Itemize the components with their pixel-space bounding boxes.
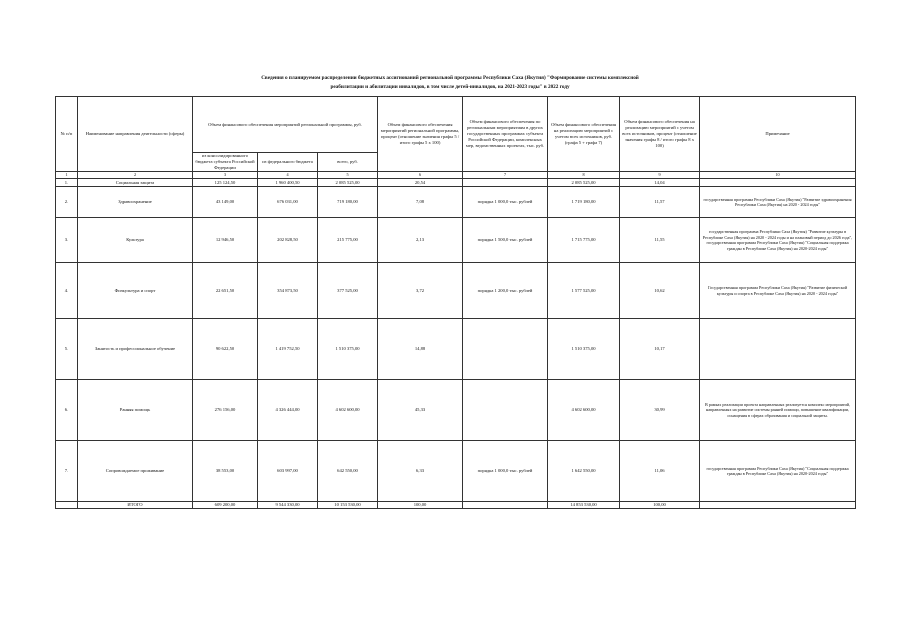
row-num: 6. <box>56 380 78 441</box>
row-note <box>700 179 856 187</box>
column-number: 8 <box>548 172 620 179</box>
total-other <box>463 502 548 509</box>
row-total: 4 602 600,00 <box>318 380 378 441</box>
row-other: порядка 1 500,0 тыс. рублей <box>463 218 548 263</box>
row-share: 2,13 <box>378 218 463 263</box>
row-share-all: 11,57 <box>620 187 700 218</box>
row-all-sources: 2 085 525,00 <box>548 179 620 187</box>
row-num: 1. <box>56 179 78 187</box>
table-row <box>56 441 856 502</box>
row-name: Культура <box>78 218 193 263</box>
row-federal: 676 031,00 <box>258 187 318 218</box>
row-share: 20,54 <box>378 179 463 187</box>
header-other-programs: Объем финансового обеспечения по региональным мероприятиям в других государственных программах субъекта Российской Федерации, комплексных мер, ведомственных проектах, тыс. руб. <box>463 97 548 172</box>
report-table <box>55 96 856 509</box>
row-share-all: 10,17 <box>620 319 700 380</box>
row-all-sources: 4 602 600,00 <box>548 380 620 441</box>
total-label: ИТОГО <box>78 502 193 509</box>
row-note: В рамках реализации проекта направленных реализуется комплекс мероприятий, направленных на развитие системы ранней помощи, повышение квалификации, оснащения в сферах образования и социальной защиты. <box>700 380 856 441</box>
row-share-all: 14,04 <box>620 179 700 187</box>
row-federal: 1 960 400,50 <box>258 179 318 187</box>
total-share-all: 100,00 <box>620 502 700 509</box>
row-name: Социальная защита <box>78 179 193 187</box>
table-row <box>56 263 856 319</box>
column-number: 9 <box>620 172 700 179</box>
table-row <box>56 218 856 263</box>
row-other: порядка 1 000,0 тыс. рублей <box>463 187 548 218</box>
row-share: 45,33 <box>378 380 463 441</box>
row-name: Здравоохранение <box>78 187 193 218</box>
total-federal: 9 544 330,00 <box>258 502 318 509</box>
row-regional: 38 553,00 <box>193 441 258 502</box>
row-total: 642 550,00 <box>318 441 378 502</box>
total-total: 10 153 530,00 <box>318 502 378 509</box>
row-share: 6,33 <box>378 441 463 502</box>
column-number: 1 <box>56 172 78 179</box>
row-all-sources: 1 577 525,00 <box>548 263 620 319</box>
row-share-all: 10,62 <box>620 263 700 319</box>
row-regional: 43 149,00 <box>193 187 258 218</box>
row-all-sources: 1 642 550,00 <box>548 441 620 502</box>
row-total: 1 510 375,00 <box>318 319 378 380</box>
row-note: государственная программа Республики Саха (Якутия) "Развитие здравоохранения Республики Саха (Якутия) на 2020 - 2024 годы" <box>700 187 856 218</box>
row-total: 215 775,00 <box>318 218 378 263</box>
row-regional: 90 622,50 <box>193 319 258 380</box>
row-other <box>463 179 548 187</box>
table-row <box>56 179 856 187</box>
header-with-sources: Объем финансового обеспечения на реализацию мероприятий с учетом всех источников, руб. (графа 5 + графа 7) <box>548 97 620 172</box>
column-number-row <box>56 172 856 179</box>
total-row <box>56 502 856 509</box>
row-regional: 125 124,50 <box>193 179 258 187</box>
total-note-cell <box>700 502 856 509</box>
row-other <box>463 380 548 441</box>
total-num-cell <box>56 502 78 509</box>
row-other <box>463 319 548 380</box>
row-share-all: 30,99 <box>620 380 700 441</box>
column-number: 6 <box>378 172 463 179</box>
row-num: 4. <box>56 263 78 319</box>
total-all-sources: 14 853 530,00 <box>548 502 620 509</box>
row-total: 2 085 525,00 <box>318 179 378 187</box>
row-share-all: 11,55 <box>620 218 700 263</box>
row-federal: 4 326 444,00 <box>258 380 318 441</box>
row-all-sources: 1 719 180,00 <box>548 187 620 218</box>
row-note: Государственная программа Республики Саха (Якутия) "Развитие физической культуры и спорта в Республике Саха (Якутия) на 2020 - 2024 годы" <box>700 263 856 319</box>
row-total: 377 525,00 <box>318 263 378 319</box>
column-number: 5 <box>318 172 378 179</box>
title-line-2: реабилитации и абилитации инвалидов, в том числе детей-инвалидов, на 2021-2023 годы" в 2022 году <box>330 84 570 90</box>
row-share: 7,08 <box>378 187 463 218</box>
row-num: 7. <box>56 441 78 502</box>
title-line-1: Сведения о планируемом распределении бюджетных ассигнований региональной программы Республики Саха (Якутия) "Формирование системы комплексной <box>261 75 639 81</box>
total-share: 100,00 <box>378 502 463 509</box>
header-num: № п/п <box>56 97 78 172</box>
header-regional: из консолидированного бюджета субъекта Российской Федерации <box>193 153 258 172</box>
row-share-all: 11,06 <box>620 441 700 502</box>
row-num: 5. <box>56 319 78 380</box>
row-note: государственная программа Республики Саха (Якутия) "Социальная поддержка граждан в Республике Саха (Якутия) на 2020-2024 годы" <box>700 441 856 502</box>
header-share-all: Объем финансового обеспечения на реализацию мероприятий с учетом всех источников, процент (отношение значения графы 8 / итого графы 8 x 100) <box>620 97 700 172</box>
row-federal: 354 873,50 <box>258 263 318 319</box>
row-all-sources: 1 510 375,00 <box>548 319 620 380</box>
row-regional: 276 156,00 <box>193 380 258 441</box>
row-num: 3. <box>56 218 78 263</box>
table-row <box>56 319 856 380</box>
row-regional: 22 651,50 <box>193 263 258 319</box>
row-regional: 12 946,50 <box>193 218 258 263</box>
row-federal: 603 997,00 <box>258 441 318 502</box>
table-row <box>56 380 856 441</box>
header-share: Объем финансового обеспечения мероприятий региональной программы, процент (отношение значения графы 5 / итого графы 5 x 100) <box>378 97 463 172</box>
row-name: Ранняя помощь <box>78 380 193 441</box>
row-name: Физкультура и спорт <box>78 263 193 319</box>
row-other: порядка 1 200,0 тыс. рублей <box>463 263 548 319</box>
row-name: Сопровождаемое проживание <box>78 441 193 502</box>
header-fin-group: Объем финансового обеспечения мероприятий региональной программы, руб. <box>193 97 378 153</box>
row-all-sources: 1 715 775,00 <box>548 218 620 263</box>
row-note <box>700 319 856 380</box>
header-direction: Наименование направления деятельности (сферы) <box>78 97 193 172</box>
column-number: 10 <box>700 172 856 179</box>
row-total: 719 180,00 <box>318 187 378 218</box>
column-number: 7 <box>463 172 548 179</box>
column-number: 4 <box>258 172 318 179</box>
row-num: 2. <box>56 187 78 218</box>
total-regional: 609 200,00 <box>193 502 258 509</box>
header-federal: из федерального бюджета <box>258 153 318 172</box>
header-row-1 <box>56 97 856 153</box>
header-notes: Примечание <box>700 97 856 172</box>
document-title <box>150 74 750 92</box>
column-number: 3 <box>193 172 258 179</box>
header-total: всего, руб. <box>318 153 378 172</box>
row-share: 14,88 <box>378 319 463 380</box>
row-other: порядка 1 000,0 тыс. рублей <box>463 441 548 502</box>
row-federal: 202 828,50 <box>258 218 318 263</box>
row-name: Занятость и профессиональное обучение <box>78 319 193 380</box>
row-share: 3,72 <box>378 263 463 319</box>
column-number: 2 <box>78 172 193 179</box>
row-note: государственная программа Республики Саха (Якутия) "Развитие культуры в Республике Саха (Якутия) на 2020 - 2024 годы и на плановый период до 2026 года", государственная программа Республики Саха (Якутия) "Социальная поддержка граждан в Республике Саха (Якутия) на 2020-2024 годы" <box>700 218 856 263</box>
table-row <box>56 187 856 218</box>
row-federal: 1 419 752,50 <box>258 319 318 380</box>
